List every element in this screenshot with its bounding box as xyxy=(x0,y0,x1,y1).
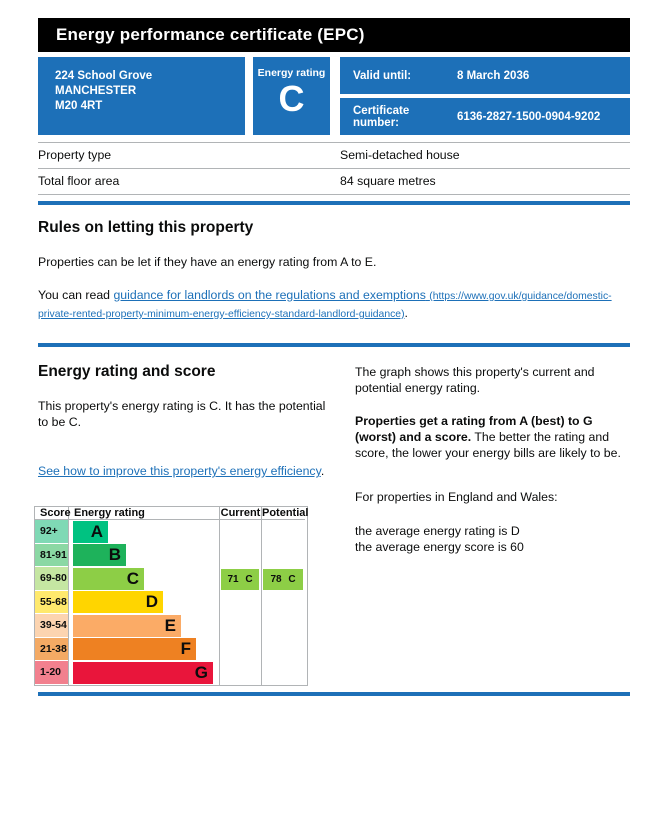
score-range-D: 55-68 xyxy=(35,591,68,615)
table-row xyxy=(38,142,630,168)
potential-column xyxy=(262,507,309,685)
band-bars xyxy=(69,520,219,685)
address-line-3: M20 4RT xyxy=(55,100,103,112)
score-range-G: 1-20 xyxy=(35,661,68,685)
band-bar-C: C xyxy=(73,568,144,590)
current-column-header: Current xyxy=(220,507,261,519)
link-prefix-text: You can read xyxy=(38,288,114,302)
score-column xyxy=(35,507,69,685)
band-bar-cell-C xyxy=(69,567,219,591)
england-wales-intro: For properties in England and Wales: xyxy=(355,490,558,504)
band-bar-cell-E xyxy=(69,614,219,638)
validity-box xyxy=(340,57,630,135)
valid-until-row xyxy=(340,57,630,94)
improve-efficiency-link[interactable]: See how to improve this property's energy efficiency xyxy=(38,464,321,478)
band-bar-cell-G xyxy=(69,661,219,685)
floor-area-value: 84 square metres xyxy=(340,174,436,188)
masthead xyxy=(38,18,630,52)
energy-rating-value: C xyxy=(278,78,305,119)
average-score-line: the average energy score is 60 xyxy=(355,540,524,554)
link-suffix-text: . xyxy=(404,306,408,320)
average-values xyxy=(355,523,630,555)
address-line-2: MANCHESTER xyxy=(55,85,137,97)
landlord-guidance-link-url: (https://www.gov.uk/guidance/domestic-private-rented-property-minimum-energy-efficiency-standard-landlord-guidance) xyxy=(38,291,612,320)
score-cells xyxy=(35,520,68,685)
certificate-number-row xyxy=(340,98,630,135)
property-details-table xyxy=(38,142,630,195)
energy-rating-section xyxy=(38,361,630,686)
current-rating-arrow xyxy=(221,569,259,590)
score-range-F: 21-38 xyxy=(35,638,68,662)
property-type-label: Property type xyxy=(38,148,112,162)
score-range-B: 81-91 xyxy=(35,544,68,568)
spacer xyxy=(245,57,253,135)
floor-area-label: Total floor area xyxy=(38,174,120,188)
epc-page xyxy=(38,0,630,821)
property-type-value: Semi-detached house xyxy=(340,148,460,162)
section-divider xyxy=(38,201,630,205)
potential-column-header: Potential xyxy=(262,507,309,519)
average-rating-line: the average energy rating is D xyxy=(355,524,520,538)
valid-until-label: Valid until: xyxy=(353,69,412,82)
rating-paragraph: This property's energy rating is C. It has the potential to be C. xyxy=(38,399,326,429)
rating-explanation-bold: Properties get a rating from A (best) to G (worst) and a score. xyxy=(355,414,593,444)
energy-rating-box xyxy=(253,57,330,135)
band-bar-G: G xyxy=(73,662,213,684)
band-bar-B: B xyxy=(73,544,126,566)
band-bar-cell-A xyxy=(69,520,219,544)
bottom-whitespace xyxy=(38,696,630,821)
certificate-number-value: 6136-2827-1500-0904-9202 xyxy=(457,110,601,123)
graph-description: The graph shows this property's current and potential energy rating. xyxy=(355,365,595,395)
rating-column-header: Energy rating xyxy=(69,507,219,520)
valid-until-value: 8 March 2036 xyxy=(457,69,530,82)
band-bar-A: A xyxy=(73,521,108,543)
rules-paragraph: Properties can be let if they have an energy rating from A to E. xyxy=(38,255,377,269)
landlord-guidance-link[interactable] xyxy=(38,288,612,320)
epc-chart xyxy=(34,506,308,686)
potential-rating-arrow-label: 78 C xyxy=(263,569,303,590)
score-range-E: 39-54 xyxy=(35,614,68,638)
address-line-1: 224 School Grove xyxy=(55,70,153,82)
summary-row xyxy=(38,57,630,135)
address-box xyxy=(38,57,245,135)
improve-link-wrap xyxy=(38,463,338,479)
score-column-header: Score xyxy=(35,507,68,520)
band-bar-D: D xyxy=(73,591,163,613)
potential-column-body xyxy=(262,520,305,685)
potential-rating-arrow xyxy=(263,569,303,590)
spacer xyxy=(330,57,340,135)
band-bar-cell-B xyxy=(69,544,219,568)
current-column-body xyxy=(220,520,261,685)
current-column xyxy=(220,507,262,685)
improve-link-suffix: . xyxy=(320,464,325,478)
band-bar-cell-D xyxy=(69,591,219,615)
rating-column xyxy=(69,507,220,685)
score-range-A: 92+ xyxy=(35,520,68,544)
rating-explanation xyxy=(355,413,630,461)
band-bar-E: E xyxy=(73,615,181,637)
rating-explanation-rest: The better the rating and score, the lower your energy bills are likely to be. xyxy=(355,430,621,460)
rating-right-column xyxy=(355,361,630,555)
rules-link-paragraph xyxy=(38,287,630,323)
section-divider xyxy=(38,343,630,347)
landlord-guidance-link-text: guidance for landlords on the regulations and exemptions xyxy=(113,288,426,302)
rating-left-column xyxy=(38,361,338,686)
energy-rating-label: Energy rating xyxy=(257,67,326,79)
score-range-C: 69-80 xyxy=(35,567,68,591)
page-title: Energy performance certificate (EPC) xyxy=(56,25,365,44)
band-bar-cell-F xyxy=(69,638,219,662)
table-row xyxy=(38,168,630,195)
current-rating-arrow-label: 71 C xyxy=(221,569,259,590)
rules-heading: Rules on letting this property xyxy=(38,219,254,236)
band-bar-F: F xyxy=(73,638,196,660)
certificate-number-label: Certificate number: xyxy=(353,104,410,129)
rating-heading: Energy rating and score xyxy=(38,363,216,380)
